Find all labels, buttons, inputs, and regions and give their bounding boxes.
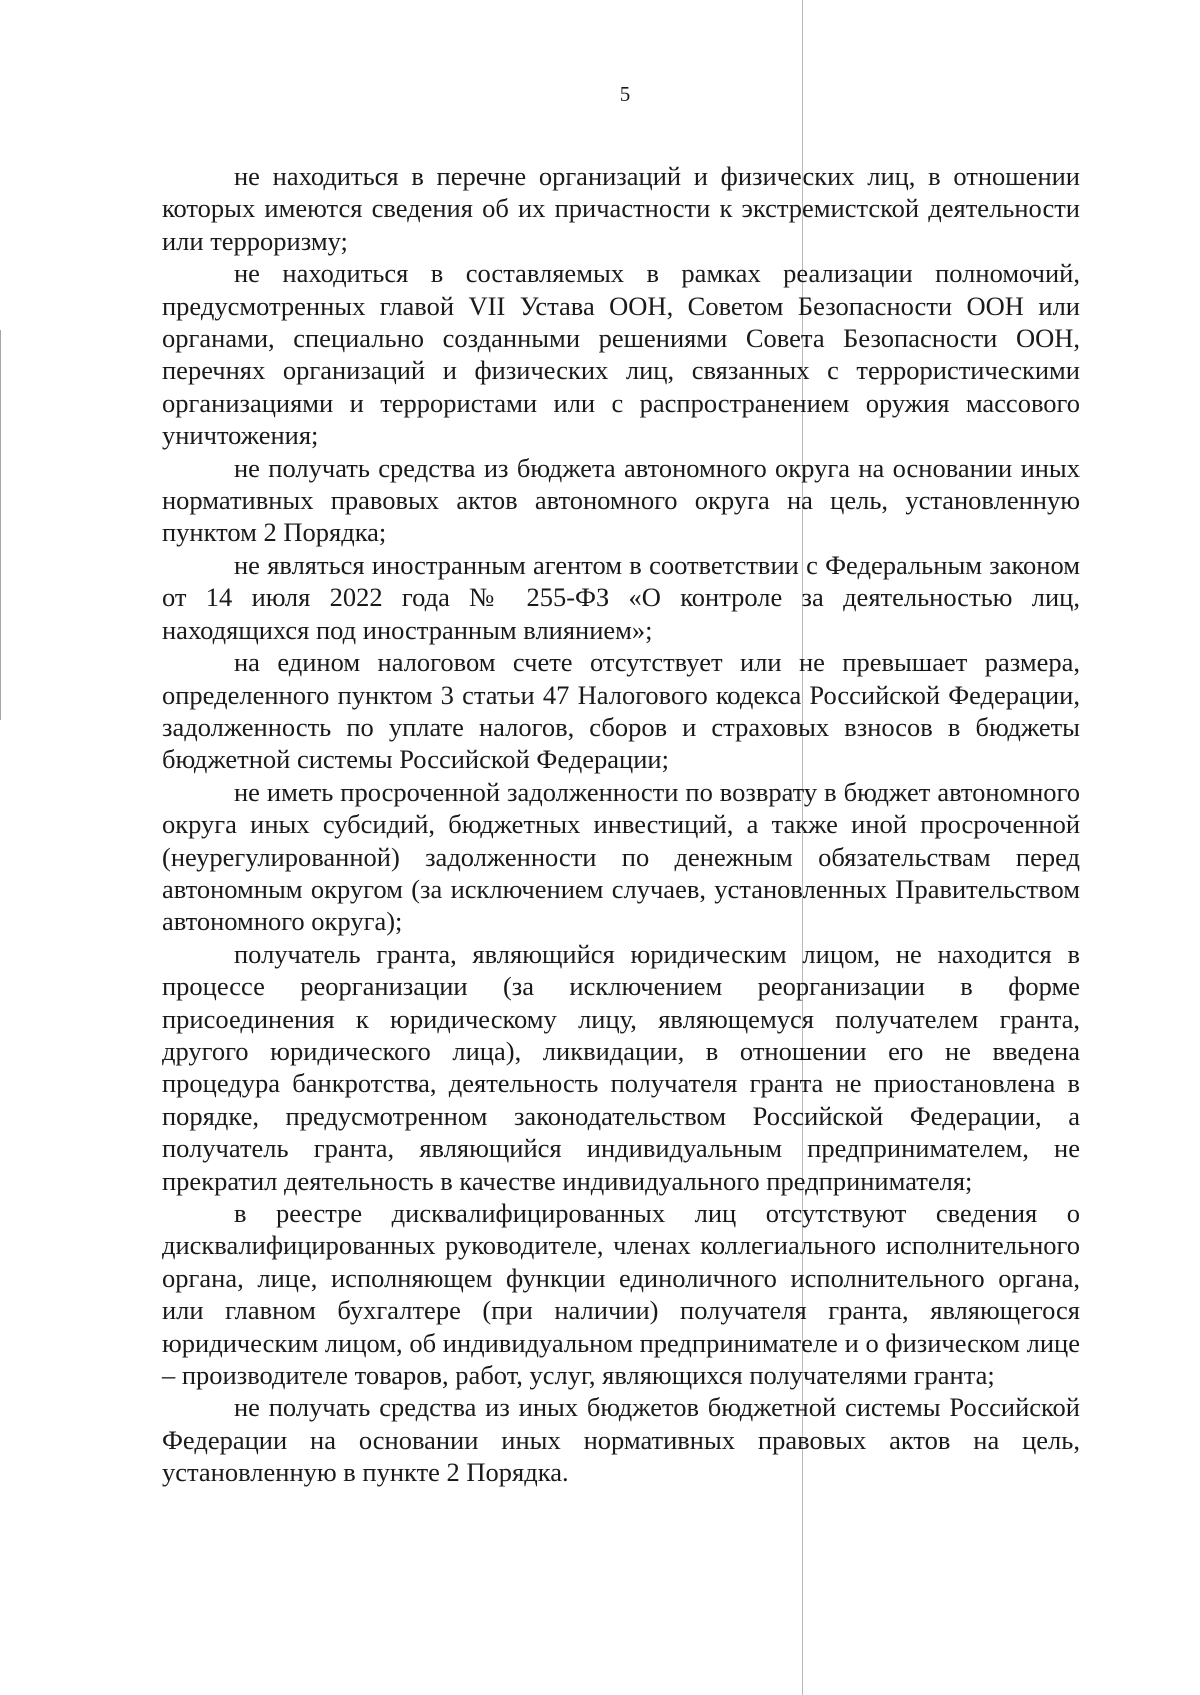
paragraph-other-budgets: не получать средства из иных бюджетов бюджетной системы Российской Федерации на основании иных нормативных правовых актов на цель, установленную в пункте 2 Порядка. [162,1392,1080,1488]
page-number: 5 [619,82,631,106]
scan-edge-line [0,330,1,720]
document-body [162,160,1080,1489]
paragraph-tax-debt: на едином налоговом счете отсутствует или не превышает размера, определенного пунктом 3 статьи 47 Налогового кодекса Российской Федерации, задолженность по уплате налогов, сборов и страховых взносов в бюджеты бюджетной системы Российской Федерации; [162,647,1080,775]
paragraph-extremism-list: не находиться в перечне организаций и физических лиц, в отношении которых имеются сведения об их причастности к экстремистской деятельности или терроризму; [162,161,1080,256]
paragraph-overdue-debt: не иметь просроченной задолженности по возврату в бюджет автономного округа иных субсидий, бюджетных инвестиций, а также иной просроченной (неурегулированной) задолженности по денежным обязательствам перед автономным округом (за исключением случаев, установленных Правительством автономного округа); [162,776,1080,937]
paragraph-un-sanctions-list: не находиться в составляемых в рамках реализации полномочий, предусмотренных главой VII Устава ООН, Советом Безопасности ООН или органами, специально созданными решениями Совета Безопасности ООН, перечнях организаций и физических лиц, связанных с террористическими организациями и террористами или с распространением оружия массового уничтожения; [162,258,1080,451]
paragraph-reorganization: получатель гранта, являющийся юридическим лицом, не находится в процессе реорганизации (за исключением реорганизации в форме присоединения к юридическому лицу, являющемуся получателем гранта, другого юридического лица), ликвидации, в отношении его не введена процедура банкротства, деятельность получателя гранта не приостановлена в порядке, предусмотренном законодательством Российской Федерации, а получатель гранта, являющийся индивидуальным предпринимателем, не прекратил деятельность в качестве индивидуального предпринимателя; [162,938,1080,1196]
paragraph-foreign-agent: не являться иностранным агентом в соответствии с Федеральным законом от 14 июля 2022 года № 255-ФЗ «О контроле за деятельностью лиц, находящихся под иностранным влиянием»; [162,549,1080,645]
paragraph-disqualified-persons: в реестре дисквалифицированных лиц отсутствуют сведения о дисквалифицированных руководителе, членах коллегиального исполнительного органа, лице, исполняющем функции единоличного исполнительного органа, или главном бухгалтере (при наличии) получателя гранта, являющегося юридическим лицом, об индивидуальном предпринимателе и о физическом лице – производителе товаров, работ, услуг, являющихся получателями гранта; [162,1198,1080,1391]
paragraph-district-budget-funds: не получать средства из бюджета автономного округа на основании иных нормативных правовых актов автономного округа на цель, установленную пунктом 2 Порядка; [162,452,1080,548]
